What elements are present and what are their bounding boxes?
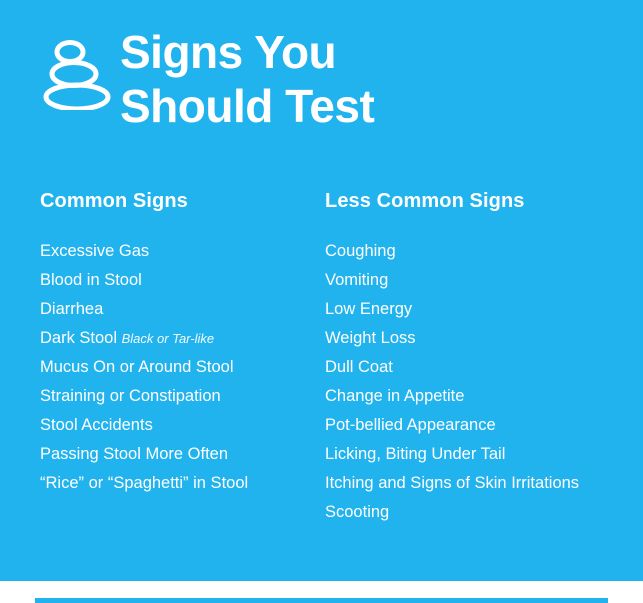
poster-header [0,0,643,134]
list-item [325,359,625,388]
sign-label: Licking, Biting Under Tail [325,444,506,463]
signs-columns [0,134,643,533]
title-line-1: Signs You [120,26,337,78]
list-item [325,417,625,446]
sign-label: Vomiting [325,270,389,289]
list-item [40,359,325,388]
sign-label: Dark Stool [40,328,118,347]
sign-note: Black or Tar-like [121,330,215,346]
sign-label: Passing Stool More Often [40,444,229,463]
list-item [40,272,325,301]
sign-label: Itching and Signs of Skin Irritations [325,473,580,492]
sign-label: Mucus On or Around Stool [40,357,234,376]
less-common-signs-heading: Less Common Signs [325,189,525,212]
common-signs-heading: Common Signs [40,189,188,212]
sign-label: Pot-bellied Appearance [325,415,496,434]
less-common-signs-list [325,243,625,533]
sign-label: Change in Appetite [325,386,465,405]
sign-label: Diarrhea [40,299,104,318]
list-item [40,446,325,475]
sign-label: “Rice” or “Spaghetti” in Stool [40,473,249,492]
sign-label: Dull Coat [325,357,393,376]
list-item [325,243,625,272]
sign-label: Weight Loss [325,328,416,347]
sign-label: Coughing [325,241,396,260]
list-item [325,446,625,475]
list-item [40,475,325,504]
less-common-signs-column [325,190,625,533]
list-item [40,417,325,446]
sign-label: Excessive Gas [40,241,150,260]
sign-label: Blood in Stool [40,270,142,289]
page-title [120,24,374,134]
sign-label: Low Energy [325,299,413,318]
bottom-strip-accent [35,598,608,603]
list-item [325,301,625,330]
list-item [40,330,325,359]
sign-label: Scooting [325,502,390,521]
common-signs-list [40,243,325,504]
sign-label: Straining or Constipation [40,386,221,405]
list-item [325,475,625,504]
list-item [40,301,325,330]
list-item [325,272,625,301]
list-item [325,504,625,533]
list-item [325,388,625,417]
list-item [40,243,325,272]
stool-icon [40,24,120,110]
title-line-2: Should Test [120,79,375,132]
common-signs-column [40,190,325,533]
sign-label: Stool Accidents [40,415,153,434]
bottom-strip [0,581,643,603]
list-item [325,330,625,359]
list-item [40,388,325,417]
